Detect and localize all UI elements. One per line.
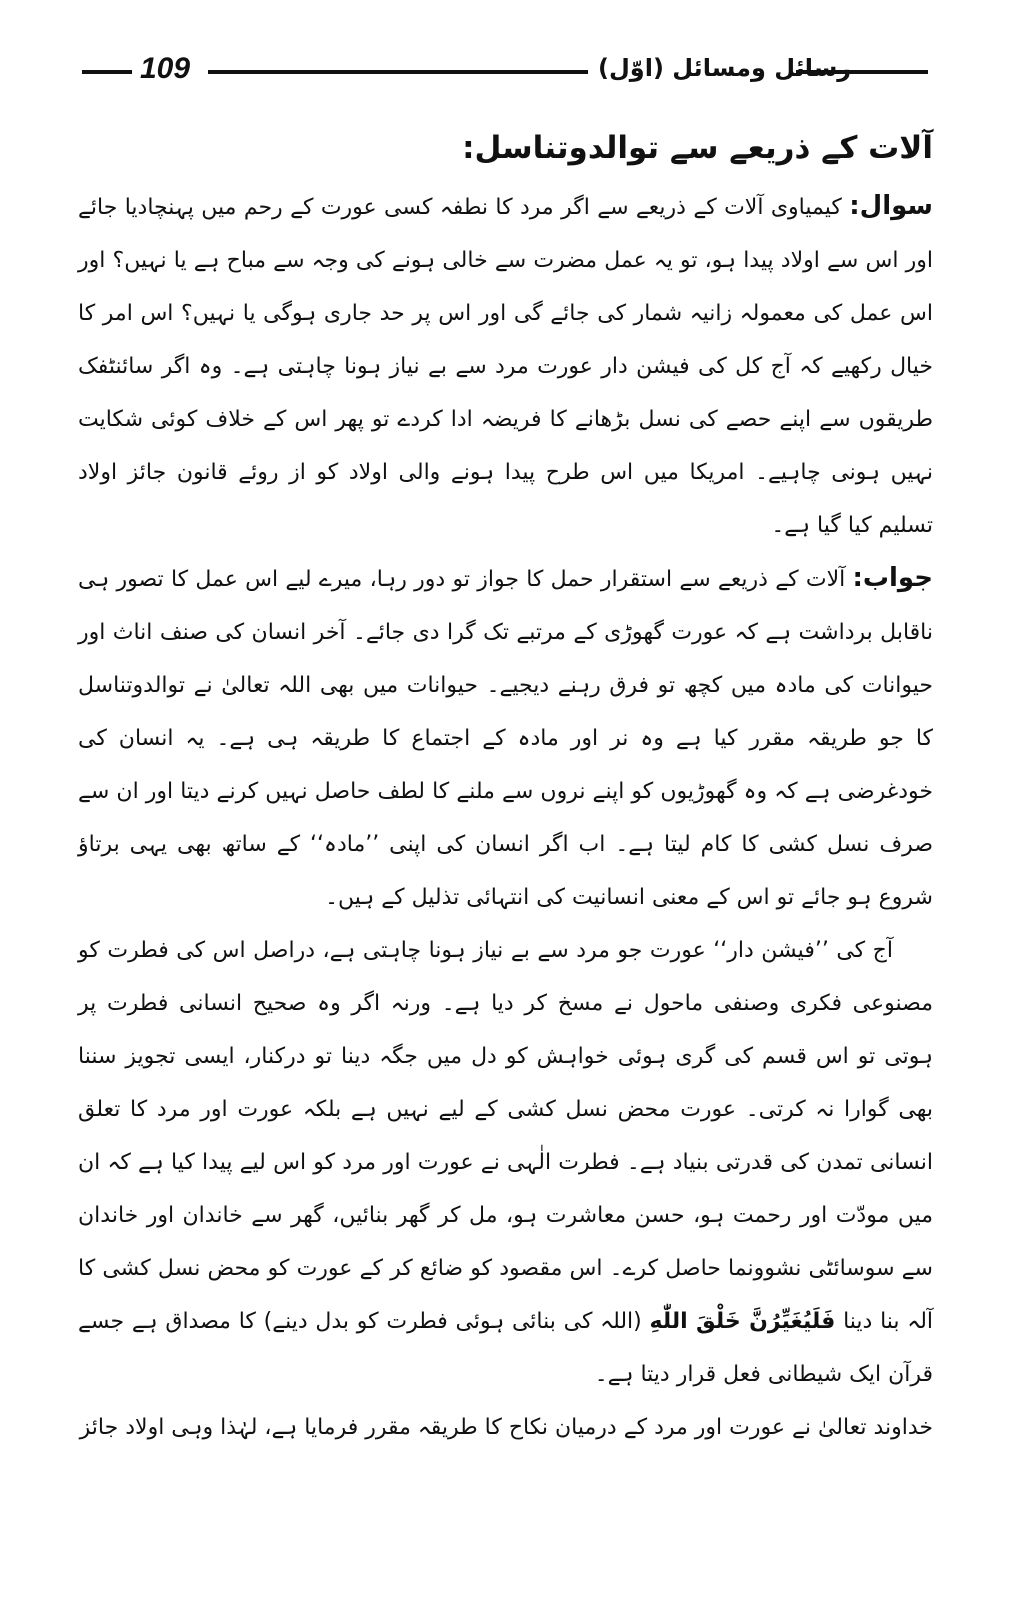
paragraph-text-before-verse: آج کی ’’فیشن دار‘‘ عورت جو مرد سے بے نیاز ہونا چاہتی ہے، دراصل اس کی فطرت کو مصنوعی فکری وصنفی ماحول نے مسخ کر دیا ہے۔ ورنہ اگر وہ صحیح انسانی فطرت پر ہوتی تو اس قسم کی گری ہوئی خواہش کو دل میں جگہ دینا تو درکنار، ایسی تجویز سننا بھی گوارا نہ کرتی۔ عورت محض نسل کشی کے لیے نہیں ہے بلکہ عورت اور مرد کا تعلق انسانی تمدن کی قدرتی بنیاد ہے۔ فطرت الٰہی نے عورت اور مرد کو اس لیے پیدا کیا ہے کہ ان میں مودّت اور رحمت ہو، حسن معاشرت ہو، مل کر گھر بنائیں، گھر سے خاندان اور خاندان سے سوسائٹی نشوونما حاصل کرے۔ اس مقصود کو ضائع کر کے عورت کو محض نسل کشی کا آلہ بنا دینا (78, 938, 934, 1334)
page-header (78, 48, 938, 98)
header-rule-right (796, 70, 928, 74)
question-paragraph (78, 180, 933, 552)
answer-paragraph (78, 552, 933, 924)
question-label: سوال: (849, 191, 933, 221)
closing-text: خداوند تعالیٰ نے عورت اور مرد کے درمیان نکاح کا طریقہ مقرر فرمایا ہے، لہٰذا وہی اولاد جائز (79, 1415, 933, 1440)
running-title: رسائل ومسائل (اوّل) (598, 54, 852, 82)
question-text: کیمیاوی آلات کے ذریعے سے اگر مرد کا نطفہ کسی عورت کے رحم میں پہنچادیا جائے اور اس سے اولاد پیدا ہو، تو یہ عمل مضرت سے خالی ہونے کی وجہ سے مباح ہے یا نہیں؟ اور اس عمل کی معمولہ زانیہ شمار کی جائے گی اور اس پر حد جاری ہوگی یا نہیں؟ اس امر کا خیال رکھیے کہ آج کل کی فیشن دار عورت مرد سے بے نیاز ہونا چاہتی ہے۔ وہ اگر سائنٹفک طریقوں سے اپنے حصے کی نسل بڑھانے کا فریضہ ادا کردے تو پھر اس کے خلاف کوئی شکایت نہیں ہونی چاہیے۔ امریکا میں اس طرح پیدا ہونے والی اولاد کو از روئے قانون جائز اولاد تسلیم کیا گیا ہے۔ (78, 195, 933, 538)
answer-text: آلات کے ذریعے سے استقرار حمل کا جواز تو دور رہا، میرے لیے اس عمل کا تصور ہی ناقابل برداشت ہے کہ عورت گھوڑی کے مرتبے تک گرا دی جائے۔ آخر انسان کی صنف اناث اور حیوانات کی مادہ میں کچھ تو فرق رہنے دیجیے۔ حیوانات میں بھی اللہ تعالیٰ نے توالدوتناسل کا جو طریقہ مقرر کیا ہے وہ نر اور مادہ کے اجتماع کا طریقہ ہی ہے۔ یہ انسان کی خودغرضی ہے کہ وہ گھوڑیوں کو اپنے نروں سے ملنے کا لطف حاصل نہیں کرنے دیتا اور ان سے صرف نسل کشی کا کام لیتا ہے۔ اب اگر انسان کی اپنی ’’مادہ‘‘ کے ساتھ بھی یہی برتاؤ شروع ہو جائے تو اس کے معنی انسانیت کی انتہائی تذلیل کے ہیں۔ (78, 567, 933, 910)
quranic-verse: فَلَیُغَیِّرُنَّ خَلْقَ اللّٰهِ (649, 1309, 836, 1334)
page-content (78, 130, 933, 1454)
closing-paragraph (78, 1401, 933, 1454)
paragraph-text-after-verse: (اللہ کی بنائی ہوئی فطرت کو بدل دینے) کا مصداق ہے جسے قرآن ایک شیطانی فعل قرار دیتا ہے۔ (78, 1309, 933, 1387)
header-rule-middle (208, 70, 588, 74)
section-heading: آلات کے ذریعے سے توالدوتناسل: (462, 130, 933, 166)
page-number: 109 (140, 52, 191, 85)
answer-label: جواب: (852, 563, 933, 593)
header-rule-left (82, 70, 132, 74)
body-paragraph (78, 924, 933, 1401)
